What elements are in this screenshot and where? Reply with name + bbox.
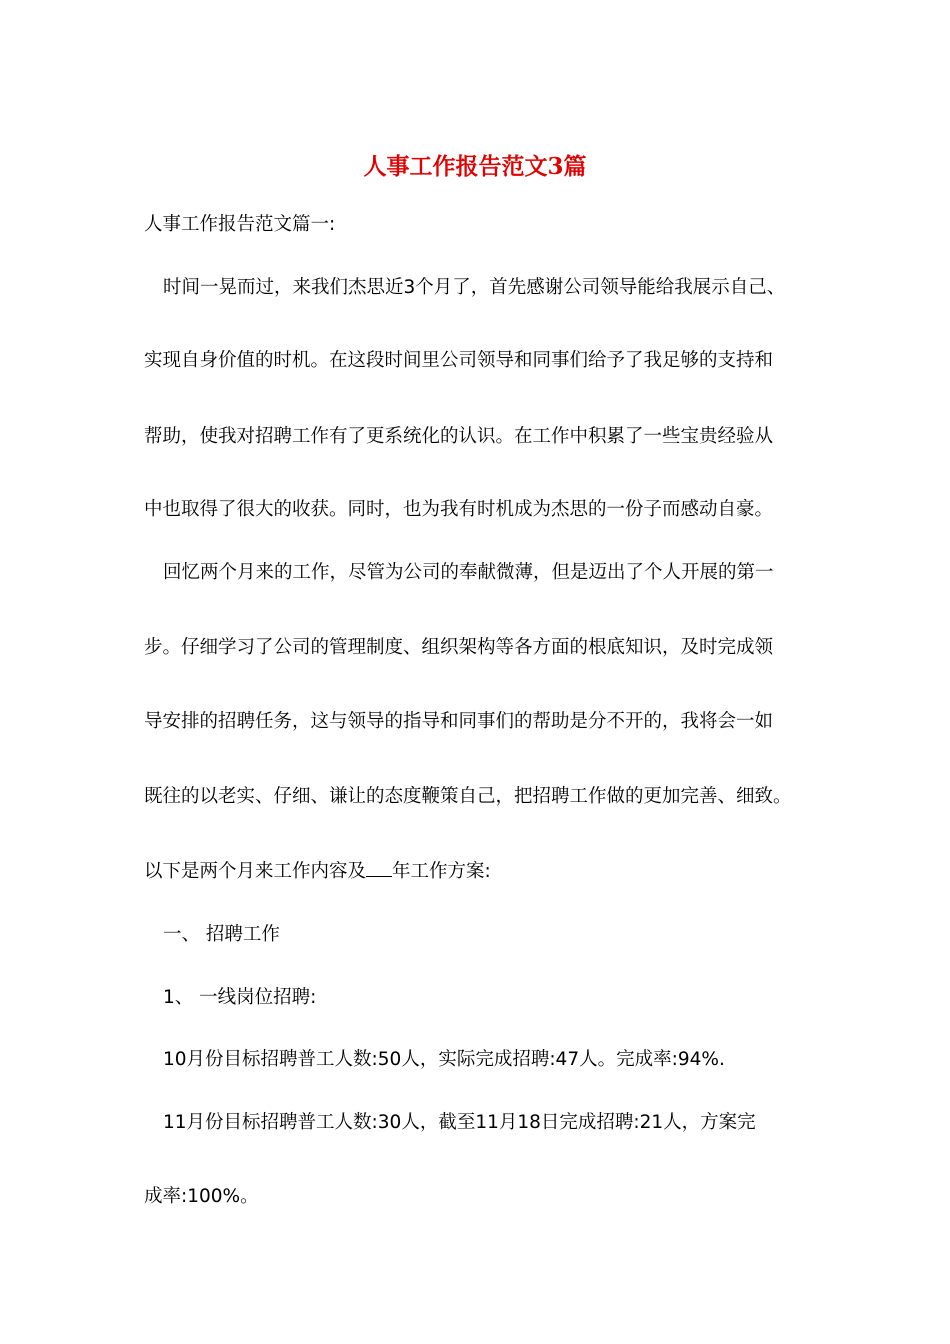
- document-title: 人事工作报告范文3篇: [363, 153, 587, 180]
- work-plan-intro-start: 以下是两个月来工作内容及: [144, 861, 367, 882]
- paragraph-2-line-2: 步。仔细学习了公司的管理制度、组织架构等各方面的根底知识，及时完成领: [144, 637, 774, 658]
- paragraph-1-line-4: 中也取得了很大的收获。同时，也为我有时机成为杰思的一份子而感动自豪。: [144, 499, 774, 520]
- november-recruitment-line-2: 成率:100%。: [144, 1186, 259, 1207]
- work-plan-intro: [144, 858, 491, 885]
- blank-underline: [366, 858, 392, 877]
- paragraph-2-line-4: 既往的以老实、仔细、谦让的态度鞭策自己，把招聘工作做的更加完善、细致。: [144, 786, 792, 807]
- section-heading: 人事工作报告范文篇一:: [144, 214, 336, 235]
- work-plan-intro-end: 年工作方案:: [392, 861, 491, 882]
- item-frontline-recruitment: 1、 一线岗位招聘:: [163, 987, 317, 1008]
- october-recruitment-line: 10月份目标招聘普工人数:50人，实际完成招聘:47人。完成率:94%.: [163, 1049, 725, 1070]
- paragraph-2-line-3: 导安排的招聘任务，这与领导的指导和同事们的帮助是分不开的，我将会一如: [144, 711, 774, 732]
- paragraph-1-line-1: 时间一晃而过，来我们杰思近3个月了，首先感谢公司领导能给我展示自己、: [163, 277, 786, 298]
- november-recruitment-line-1: 11月份目标招聘普工人数:30人，截至11月18日完成招聘:21人，方案完: [163, 1112, 756, 1133]
- paragraph-1-line-2: 实现自身价值的时机。在这段时间里公司领导和同事们给予了我足够的支持和: [144, 350, 774, 371]
- paragraph-1-line-3: 帮助，使我对招聘工作有了更系统化的认识。在工作中积累了一些宝贵经验从: [144, 426, 774, 447]
- paragraph-2-line-1: 回忆两个月来的工作，尽管为公司的奉献微薄，但是迈出了个人开展的第一: [163, 562, 774, 583]
- item-recruitment-work: 一、 招聘工作: [163, 924, 280, 945]
